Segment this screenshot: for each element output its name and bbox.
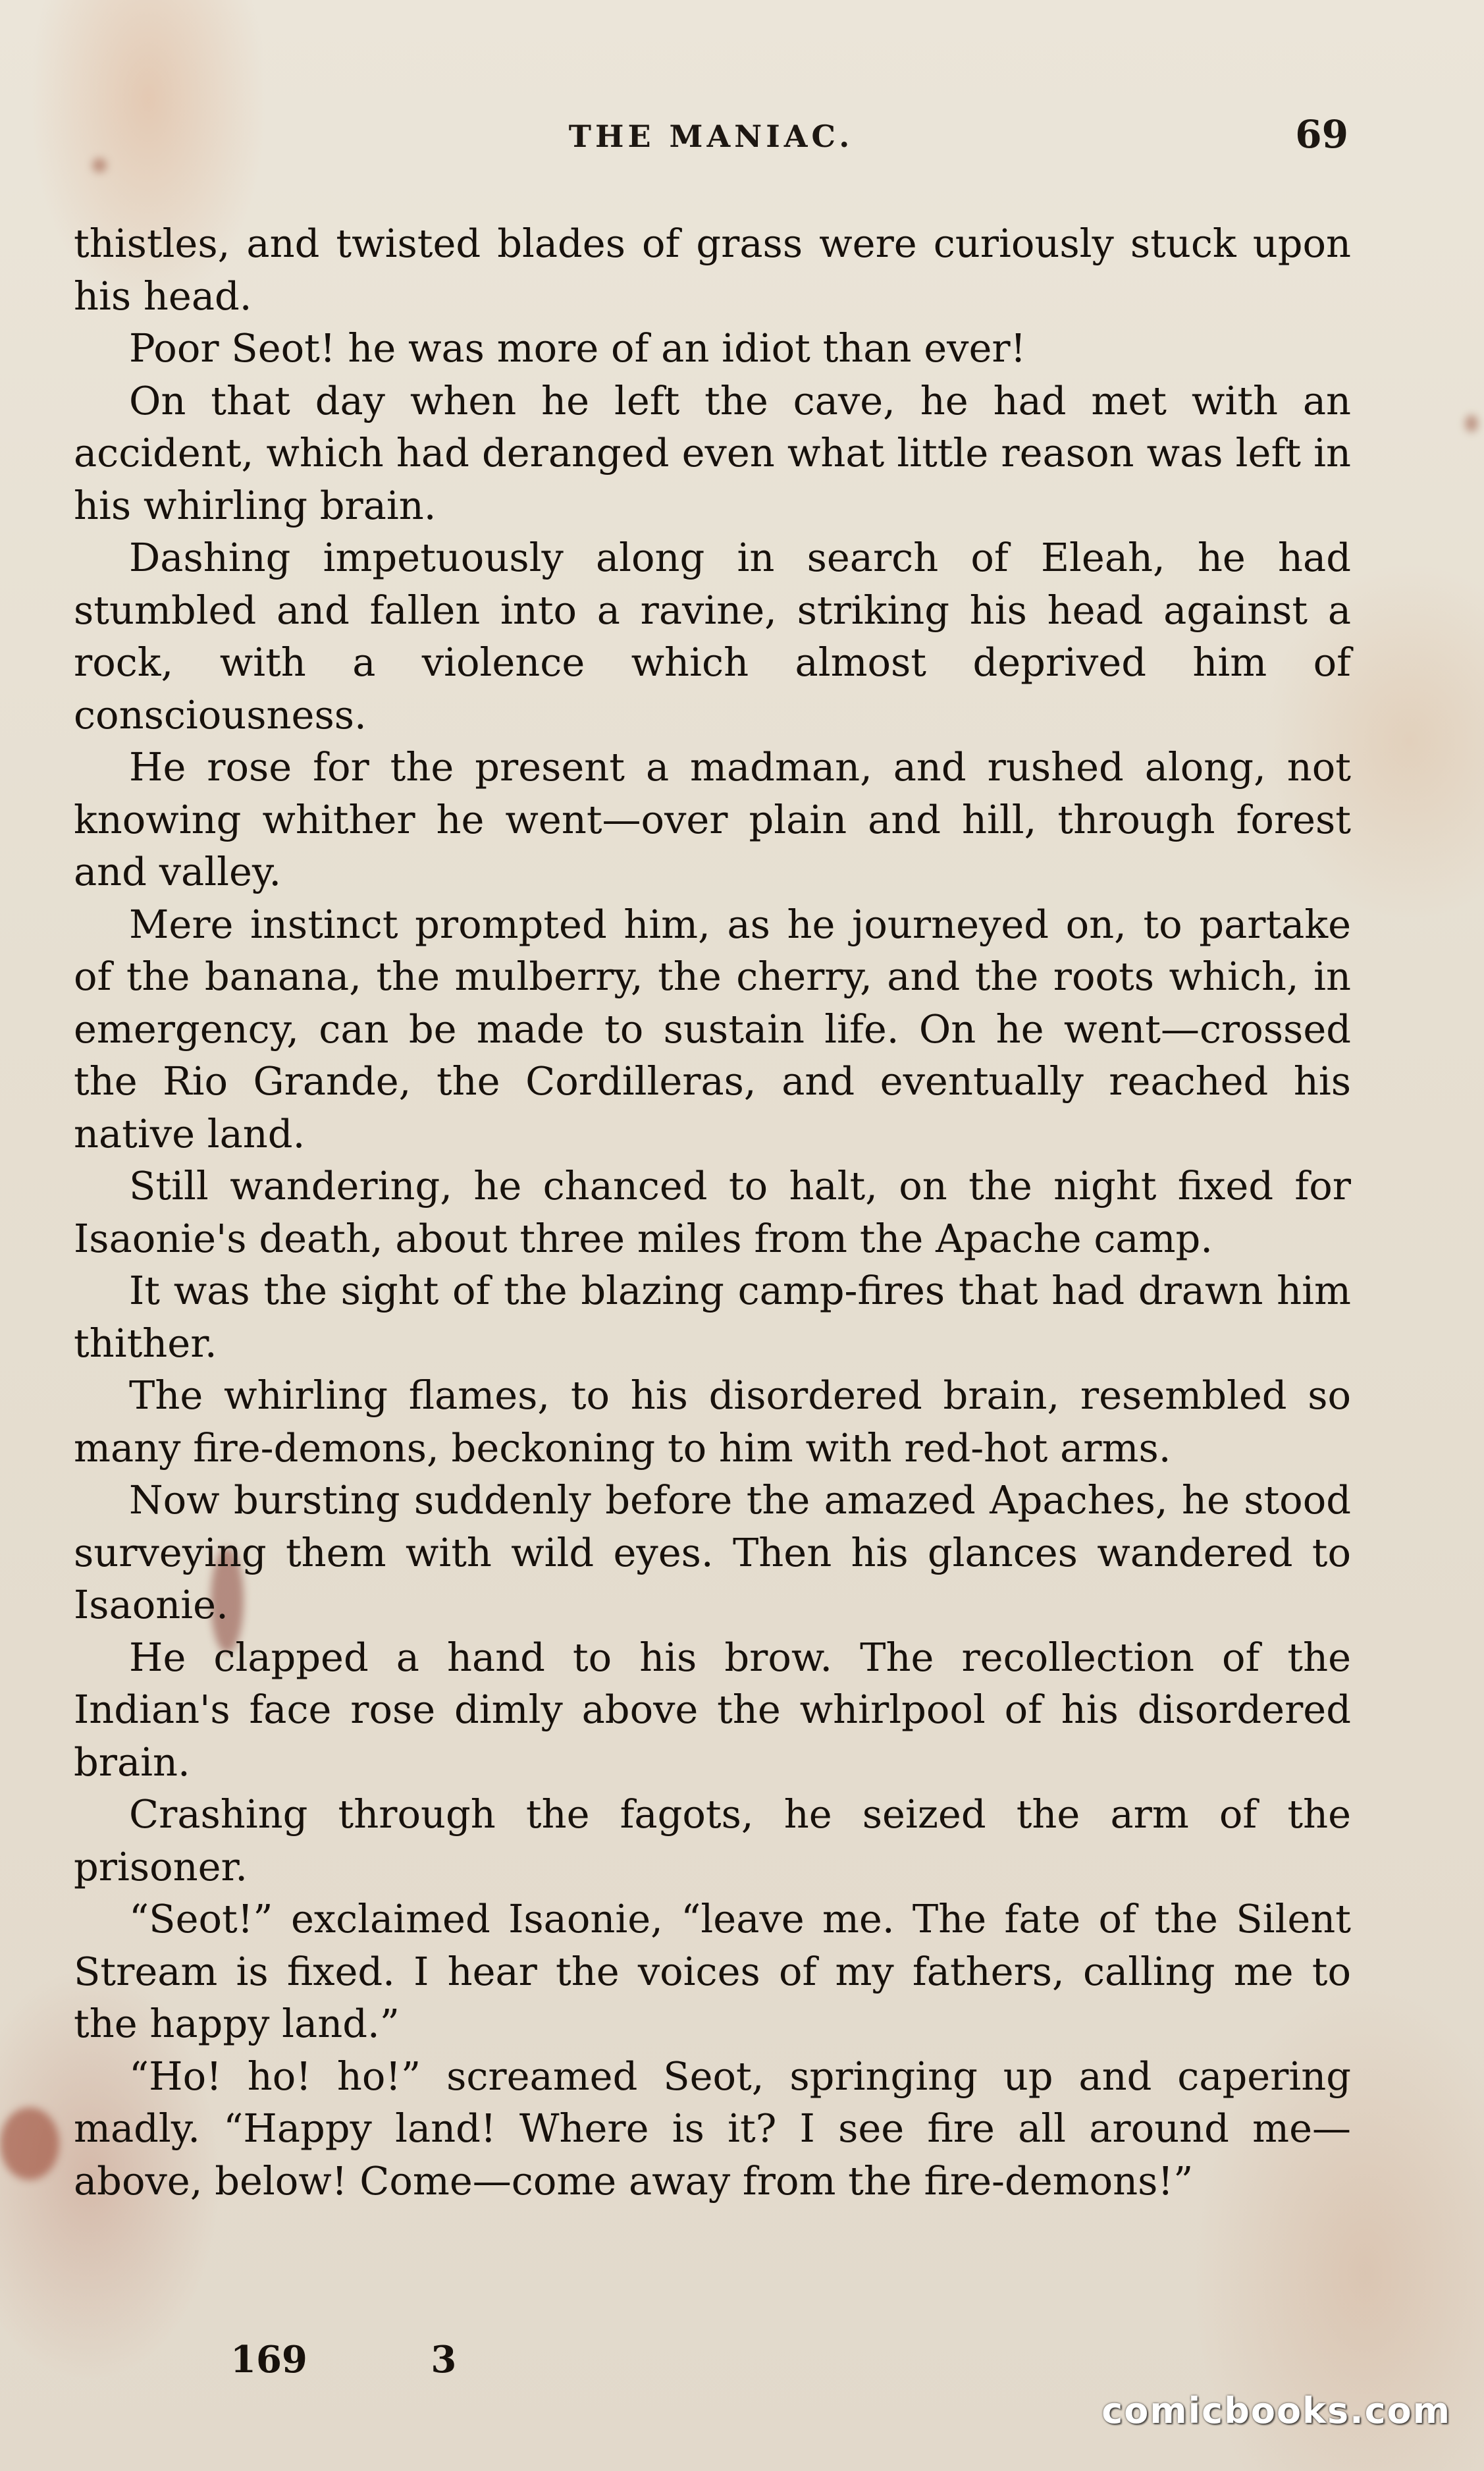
ink-stain [0, 2107, 59, 2180]
paragraph: Poor Seot! he was more of an idiot than ever! [129, 325, 1026, 371]
paragraph: The whirling flames, to his disordered brain, resembled so many fire-demons, beckoning to him with red-hot arms. [74, 1372, 1351, 1471]
paragraph: Now bursting suddenly before the amazed Apaches, he stood surveying them with wild eyes. Then his glances wandered to Isaonie. [74, 1477, 1351, 1627]
paragraph: “Ho! ho! ho!” screamed Seot, springing up and capering madly. “Happy land! Where is it? I see fire all around me—above, below! Come—come away from the fire-demons!” [74, 2053, 1351, 2204]
printer-signature [230, 2338, 456, 2381]
signature-number: 169 [230, 2338, 307, 2381]
paragraph: Mere instinct prompted him, as he journeyed on, to partake of the banana, the mulberry, the cherry, and the roots which, in emergency, can be made to sustain life. On he went—crossed the Rio Grande, the Cordilleras, and eventually reached his native land. [74, 901, 1351, 1156]
ink-stain [1465, 415, 1478, 432]
signature-mark: 3 [431, 2338, 457, 2381]
paragraph: thistles, and twisted blades of grass were curiously stuck upon his head. [74, 221, 1351, 319]
running-head [74, 112, 1348, 165]
paragraph: On that day when he left the cave, he had met with an accident, which had deranged even what little reason was left in his whirling brain. [74, 377, 1351, 528]
paragraph: Crashing through the fagots, he seized the arm of the prisoner. [74, 1791, 1351, 1889]
paragraph: He rose for the present a madman, and rushed along, not knowing whither he went—over plain and hill, through forest and valley. [74, 744, 1351, 894]
chapter-title: THE MANIAC. [568, 119, 854, 154]
body-text [74, 217, 1351, 2207]
page-number: 69 [1295, 112, 1348, 157]
paragraph: Still wandering, he chanced to halt, on the night fixed for Isaonie's death, about three miles from the Apache camp. [74, 1163, 1351, 1261]
paragraph: “Seot!” exclaimed Isaonie, “leave me. The fate of the Silent Stream is fixed. I hear the voices of my fathers, calling me to the happy land.” [74, 1896, 1351, 2046]
paragraph: It was the sight of the blazing camp-fires that had drawn him thither. [74, 1268, 1351, 1366]
paragraph: He clapped a hand to his brow. The recollection of the Indian's face rose dimly above the whirlpool of his disordered brain. [74, 1634, 1351, 1785]
watermark: comicbooks.com [1101, 2390, 1451, 2431]
paragraph: Dashing impetuously along in search of Eleah, he had stumbled and fallen into a ravine, striking his head against a rock, with a violence which almost deprived him of consciousness. [74, 535, 1351, 738]
